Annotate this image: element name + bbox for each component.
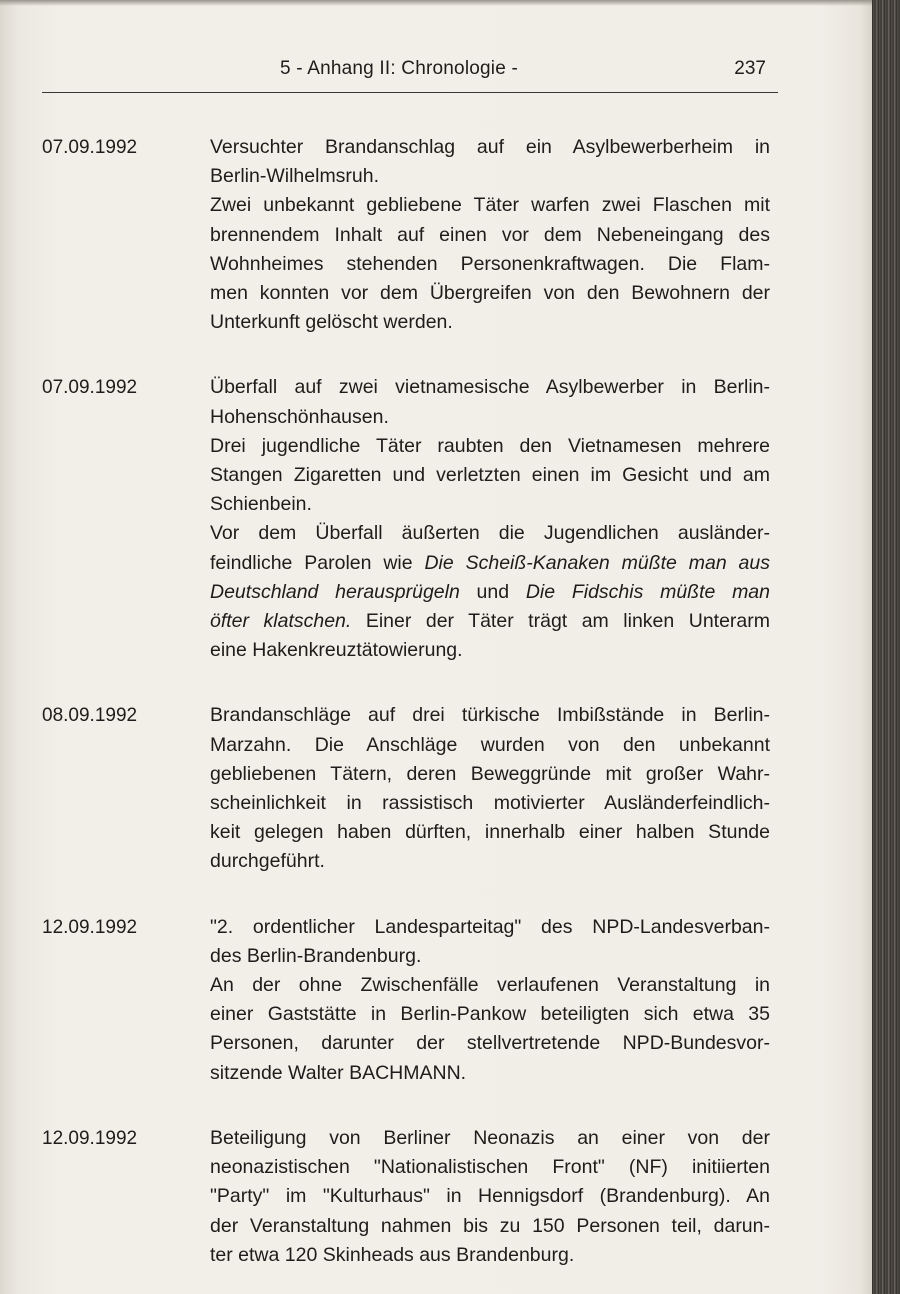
text-line: Wohnheimes stehenden Personenkraftwagen. Die Flam-	[210, 252, 770, 275]
text-line: Personen, darunter der stellvertretende NPD-Bundesvor-	[210, 1032, 770, 1055]
page-number: 237	[734, 58, 766, 79]
chronology-entries	[42, 133, 782, 1294]
text-line: Unterkunft gelöscht werden.	[210, 311, 453, 334]
quoted-slogan: Deutschland herausprügeln	[210, 580, 460, 603]
entry-date: 12.09.1992	[42, 1127, 138, 1149]
text-line	[210, 549, 770, 578]
text-line: Marzahn. Die Anschläge wurden von den unbekannt	[210, 733, 770, 756]
text-line: Stangen Zigaretten und verletzten einen im Gesicht und am	[210, 464, 770, 487]
text-line: Berlin-Wilhelmsruh.	[210, 165, 380, 188]
entry-date: 07.09.1992	[42, 137, 138, 158]
text-line: men konnten vor dem Übergreifen von den Bewohnern der	[210, 282, 770, 305]
book-spine	[872, 0, 900, 1294]
entry-date: 12.09.1992	[42, 916, 138, 938]
text-run: feindliche Parolen wie	[210, 551, 425, 574]
text-line: durchgeführt.	[210, 850, 325, 873]
chronology-entry	[42, 133, 782, 337]
text-line: der Veranstaltung nahmen bis zu 150 Personen teil, darun-	[210, 1214, 770, 1237]
text-line: sitzende Walter BACHMANN.	[210, 1061, 467, 1084]
text-line: Zwei unbekannt gebliebene Täter warfen zwei Flaschen mit	[210, 194, 770, 217]
text-line: scheinlichkeit in rassistisch motivierter Ausländerfeindlich-	[210, 792, 770, 815]
text-line: Überfall auf zwei vietnamesische Asylbewerber in Berlin-	[210, 376, 770, 399]
entry-text	[210, 373, 770, 665]
header-title: 5 - Anhang II: Chronologie -	[280, 58, 518, 79]
chronology-entry	[42, 701, 782, 876]
text-line: eine Hakenkreuztätowierung.	[210, 639, 463, 662]
entry-date: 07.09.1992	[42, 377, 138, 399]
text-line: Versuchter Brandanschlag auf ein Asylbewerberheim in	[210, 136, 770, 158]
entry-text	[210, 133, 770, 337]
text-line: An der ohne Zwischenfälle verlaufenen Veranstaltung in	[210, 974, 770, 997]
entry-text	[210, 701, 770, 876]
quoted-slogan: öfter klatschen.	[210, 610, 352, 633]
text-line: Vor dem Überfall äußerten die Jugendlichen ausländer-	[210, 522, 770, 545]
text-run: Einer der Täter trägt am linken Unterarm	[351, 610, 771, 633]
text-line: Hohenschönhausen.	[210, 405, 389, 428]
text-line: gebliebenen Tätern, deren Beweggründe mit großer Wahr-	[210, 762, 770, 785]
text-line: einer Gaststätte in Berlin-Pankow beteiligten sich etwa 35	[210, 1003, 770, 1026]
quoted-slogan: Die Scheiß-Kanaken müßte man aus	[424, 551, 770, 574]
text-line	[210, 578, 770, 607]
text-line: Beteiligung von Berliner Neonazis an einer von der	[210, 1126, 770, 1149]
chronology-entry	[42, 1124, 782, 1270]
page-top-edge	[0, 0, 900, 6]
text-line: Brandanschläge auf drei türkische Imbißstände in Berlin-	[210, 704, 770, 727]
text-line: ter etwa 120 Skinheads aus Brandenburg.	[210, 1243, 575, 1266]
entry-text	[210, 913, 770, 1088]
text-line: brennendem Inhalt auf einen vor dem Nebeneingang des	[210, 223, 770, 246]
entry-date: 08.09.1992	[42, 705, 138, 727]
text-line: Drei jugendliche Täter raubten den Vietnamesen mehrere	[210, 434, 770, 457]
text-line: "2. ordentlicher Landesparteitag" des NPD-Landesverban-	[210, 915, 770, 938]
chronology-entry	[42, 373, 782, 665]
text-run: und	[459, 580, 526, 603]
text-line: "Party" im "Kulturhaus" in Hennigsdorf (Brandenburg). An	[210, 1185, 770, 1208]
quoted-slogan: Die Fidschis müßte man	[525, 580, 770, 603]
entry-text	[210, 1124, 770, 1270]
text-line: des Berlin-Brandenburg.	[210, 944, 422, 967]
text-line: keit gelegen haben dürften, innerhalb einer halben Stunde	[210, 821, 770, 844]
running-header	[42, 58, 778, 93]
text-line: neonazistischen "Nationalistischen Front" (NF) initiierten	[210, 1156, 770, 1179]
chronology-entry	[42, 913, 782, 1088]
text-line: Schienbein.	[210, 493, 312, 516]
text-line	[210, 607, 770, 636]
